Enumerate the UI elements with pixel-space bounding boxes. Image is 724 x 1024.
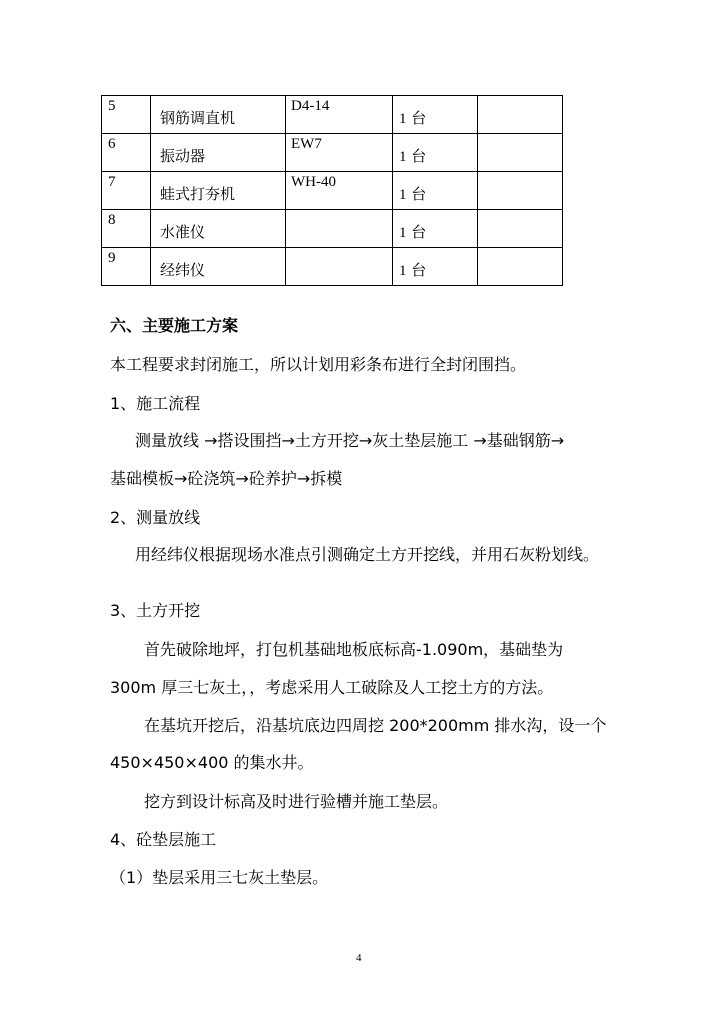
subsection-title-excavation: 3、土方开挖: [110, 601, 201, 620]
equipment-model-cell: [286, 248, 393, 286]
equipment-name-cell: [151, 96, 286, 134]
equipment-name-cell: [151, 248, 286, 286]
quantity-number: 1: [399, 263, 407, 279]
quantity-unit: 台: [411, 261, 427, 279]
row-number: 9: [108, 250, 116, 266]
section-intro: 本工程要求封闭施工，所以计划用彩条布进行全封闭围挡。: [110, 355, 527, 374]
excavation-paragraph-2-line-2: 450×450×400 的集水井。: [110, 753, 314, 772]
equipment-model: EW7: [291, 136, 322, 152]
subsection-title-cushion: 4、砼垫层施工: [110, 830, 217, 849]
equipment-note-cell: [478, 248, 563, 286]
excavation-paragraph-2-line-1: 在基坑开挖后，沿基坑底边四周挖 200*200mm 排水沟，设一个: [144, 716, 607, 735]
quantity-unit: 台: [411, 185, 427, 203]
subsection-title-survey: 2、测量放线: [110, 508, 201, 527]
construction-flow-line-2: 基础模板→砼浇筑→砼养护→拆模: [110, 469, 343, 488]
table-row: [102, 210, 563, 248]
table-row: [102, 172, 563, 210]
equipment-name: 蛙式打夯机: [160, 185, 236, 203]
equipment-name: 经纬仪: [160, 261, 206, 279]
quantity-number: 1: [399, 187, 407, 203]
equipment-model-cell: [286, 210, 393, 248]
row-number: 6: [108, 136, 116, 152]
equipment-note-cell: [478, 134, 563, 172]
page-number: 4: [356, 952, 362, 964]
equipment-model-cell: [286, 96, 393, 134]
table-row: [102, 96, 563, 134]
equipment-name: 水准仪: [160, 223, 206, 241]
equipment-model: WH-40: [291, 174, 336, 190]
row-number: 8: [108, 212, 116, 228]
subsection-title-construction-flow: 1、施工流程: [110, 394, 201, 413]
row-number-cell: [102, 172, 151, 210]
equipment-name-cell: [151, 210, 286, 248]
table-row: [102, 134, 563, 172]
excavation-paragraph-3: 挖方到设计标高及时进行验槽并施工垫层。: [144, 792, 449, 811]
excavation-paragraph-1-line-1: 首先破除地坪，打包机基础地板底标高-1.090m，基础垫为: [144, 640, 564, 659]
table-row: [102, 248, 563, 286]
equipment-note-cell: [478, 210, 563, 248]
cushion-item-1: （1）垫层采用三七灰土垫层。: [110, 868, 329, 887]
quantity-unit: 台: [411, 109, 427, 127]
quantity-number: 1: [399, 111, 407, 127]
equipment-name-cell: [151, 134, 286, 172]
quantity-number: 1: [399, 149, 407, 165]
equipment-table: [101, 95, 563, 286]
row-number: 5: [108, 98, 116, 114]
equipment-note-cell: [478, 96, 563, 134]
row-number-cell: [102, 96, 151, 134]
section-heading: 六、主要施工方案: [110, 316, 239, 335]
equipment-name: 振动器: [160, 147, 206, 165]
quantity-unit: 台: [411, 147, 427, 165]
equipment-note-cell: [478, 172, 563, 210]
equipment-model-cell: [286, 134, 393, 172]
row-number: 7: [108, 174, 116, 190]
survey-text: 用经纬仪根据现场水准点引测确定土方开挖线，并用石灰粉划线。: [135, 545, 600, 564]
quantity-number: 1: [399, 225, 407, 241]
row-number-cell: [102, 210, 151, 248]
row-number-cell: [102, 134, 151, 172]
equipment-quantity-cell: [393, 248, 478, 286]
equipment-model: D4-14: [291, 98, 330, 114]
equipment-name: 钢筋调直机: [160, 109, 236, 127]
equipment-quantity-cell: [393, 96, 478, 134]
equipment-model-cell: [286, 172, 393, 210]
row-number-cell: [102, 248, 151, 286]
equipment-quantity-cell: [393, 134, 478, 172]
quantity-unit: 台: [411, 223, 427, 241]
excavation-paragraph-1-line-2: 300m 厚三七灰土，，考虑采用人工破除及人工挖土方的方法。: [110, 678, 554, 697]
equipment-quantity-cell: [393, 210, 478, 248]
equipment-name-cell: [151, 172, 286, 210]
construction-flow-line-1: 测量放线 →搭设围挡→土方开挖→灰土垫层施工 →基础钢筋→: [135, 431, 565, 450]
equipment-quantity-cell: [393, 172, 478, 210]
